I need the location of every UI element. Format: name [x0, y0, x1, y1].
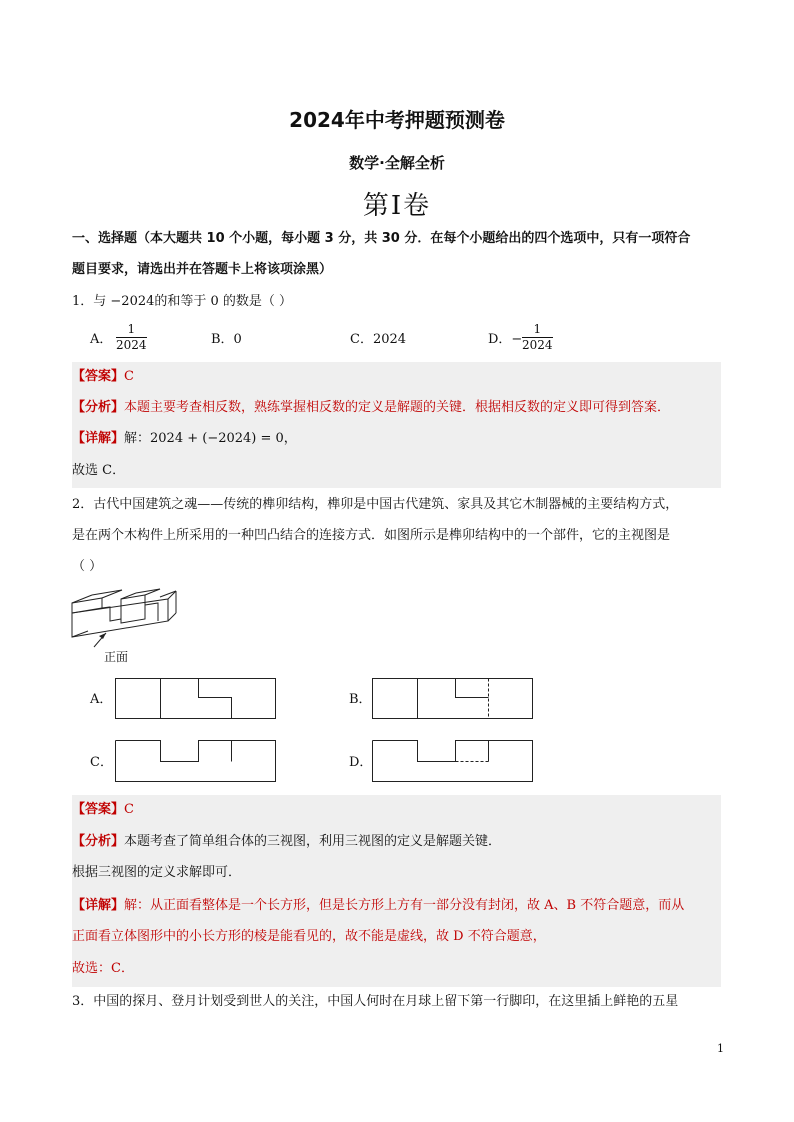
section-instruction-line1: 一、选择题（本大题共 10 个小题，每小题 3 分，共 30 分．在每个小题给出的四个选项中，只有一项符合	[72, 231, 691, 246]
q2-detail-line1	[72, 896, 684, 916]
q1-analysis	[72, 398, 670, 418]
volume-heading: 第Ⅰ卷	[362, 191, 432, 221]
paper-subtitle: 数学·全解全析	[349, 154, 445, 172]
q1-conclusion: 故选 C．	[72, 463, 126, 478]
q2-option-b-figure	[372, 678, 534, 720]
q2-detail-text: 解：从正面看整体是一个长方形，但是长方形上方有一部分没有封闭，故 A、B 不符合题意，而从	[124, 898, 685, 913]
q1-answer-box	[72, 362, 721, 488]
q2-analysis-tag: 【分析】	[72, 834, 125, 849]
q2-stem-line1: 2．古代中国建筑之魂——传统的榫卯结构，榫卯是中国古代建筑、家具及其它木制器械的主要结构方式，	[72, 497, 679, 512]
q2-option-d-label: D．	[349, 755, 373, 770]
q1-option-d-numerator: 1	[522, 322, 553, 338]
page-number: 1	[717, 1042, 724, 1055]
q2-analysis-text: 本题考查了简单组合体的三视图，利用三视图的定义是解题关键．	[124, 834, 502, 849]
q1-analysis-text: 本题主要考查相反数，熟练掌握相反数的定义是解题的关键．根据相反数的定义即可得到答案．	[124, 400, 671, 415]
q2-option-a-figure	[115, 678, 277, 720]
q1-analysis-tag: 【分析】	[72, 400, 125, 415]
q1-answer	[72, 367, 134, 387]
q1-option-a-denominator: 2024	[116, 338, 147, 352]
section-instruction-line2: 题目要求，请选出并在答题卡上将该项涂黑）	[72, 262, 333, 277]
q1-option-b: B．0	[211, 332, 242, 347]
q2-detail-tag: 【详解】	[72, 898, 125, 913]
q2-answer-value: C	[124, 802, 134, 817]
q2-conclusion: 故选：C．	[72, 961, 134, 976]
figure-front-label: 正面	[104, 650, 129, 664]
q2-answer	[72, 800, 134, 820]
q1-detail-tag: 【详解】	[72, 431, 125, 446]
q2-analysis-line2: 根据三视图的定义求解即可．	[72, 865, 242, 880]
q2-option-d-figure	[372, 740, 534, 783]
q2-stem-line2: 是在两个木构件上所采用的一种凹凸结合的连接方式．如图所示是榫卯结构中的一个部件，它的主视图是	[72, 528, 671, 543]
q1-stem: 1．与 −2024的和等于 0 的数是（ ）	[72, 294, 293, 309]
q3-stem-line1: 3．中国的探月、登月计划受到世人的关注，中国人何时在月球上留下第一行脚印，在这里插上鲜艳的五星	[72, 994, 679, 1009]
q1-option-a-label: A．	[90, 332, 113, 347]
q1-option-a-fraction	[116, 322, 147, 353]
q1-option-c: C．2024	[350, 332, 407, 347]
q1-option-d-label: D．−	[488, 332, 523, 347]
q2-answer-box	[72, 795, 721, 987]
fig-arrow-head	[99, 633, 106, 639]
q2-option-c-figure	[115, 740, 277, 783]
q2-option-a-label: A．	[90, 692, 113, 707]
q1-answer-value: C	[124, 369, 134, 384]
q1-detail-text: 解：2024 + (−2024) = 0，	[124, 431, 297, 446]
q1-option-d-denominator: 2024	[522, 338, 553, 352]
q2-analysis	[72, 832, 501, 852]
fig-middle-tab	[121, 595, 145, 623]
q1-detail	[72, 429, 297, 449]
q2-option-c-label: C．	[90, 755, 113, 770]
paper-title: 2024年中考押题预测卷	[289, 108, 505, 132]
q1-option-d-fraction	[522, 322, 553, 353]
q2-answer-tag: 【答案】	[72, 802, 125, 817]
q2-detail-line2: 正面看立体图形中的小长方形的棱是能看见的，故不能是虚线，故 D 不符合题意，	[72, 929, 546, 944]
q1-answer-tag: 【答案】	[72, 369, 125, 384]
q1-option-a-numerator: 1	[116, 322, 147, 338]
q2-option-b-label: B．	[349, 692, 372, 707]
q2-stem-line3: （ ）	[72, 559, 103, 574]
